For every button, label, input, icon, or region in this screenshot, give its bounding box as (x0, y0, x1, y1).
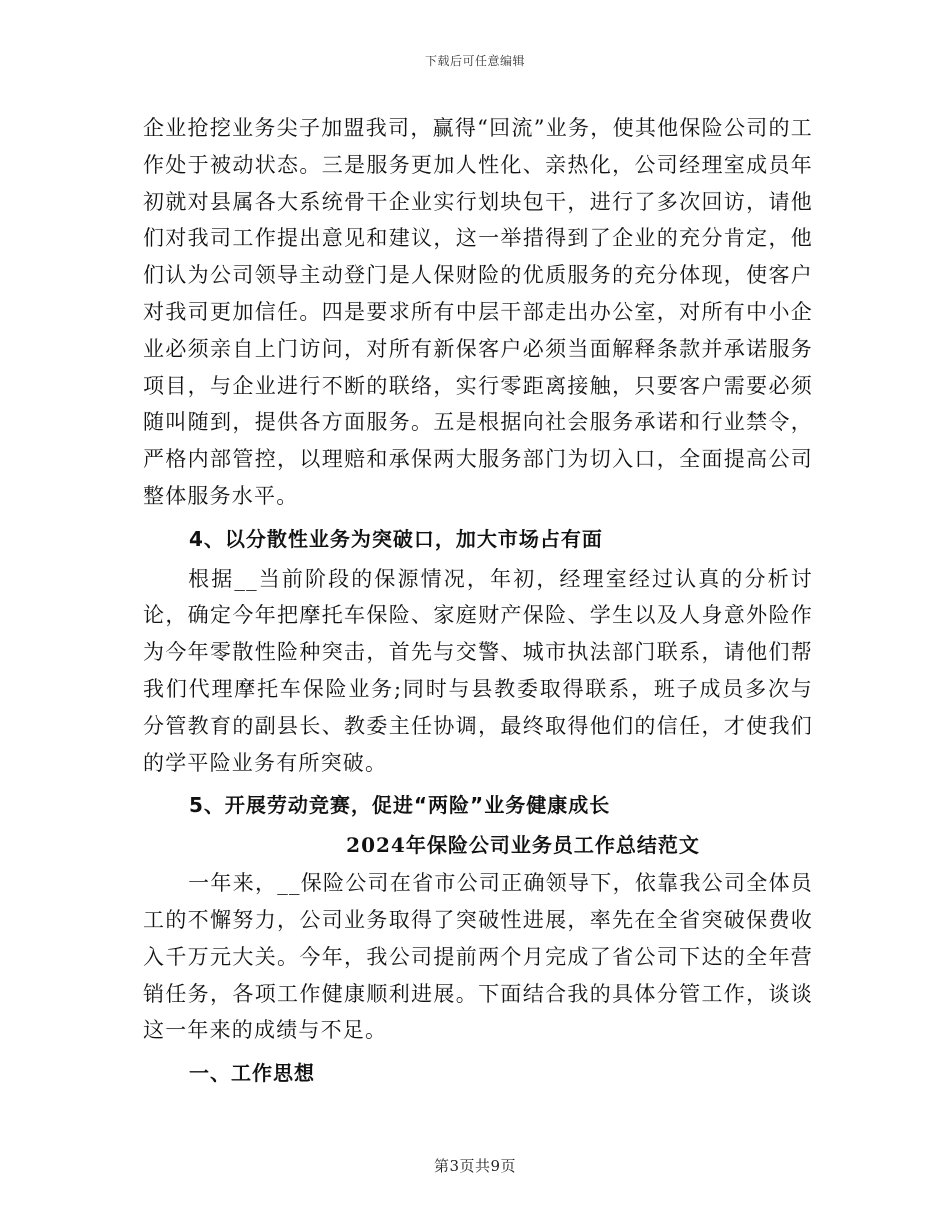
document-title: 2024年保险公司业务员工作总结范文 (346, 833, 700, 858)
heading-5: 5、开展劳动竞赛，促进“两险”业务健康成长 (189, 793, 611, 818)
paragraph-scattered-business: 根据__当前阶段的保源情况，年初，经理室经过认真的分析讨论，确定今年把摩托车保险、家庭财产保险、学生以及人身意外险作为今年零散性险种突击，首先与交警、城市执法部门联系，请他们帮我们代理摩托车保险业务;同时与县教委取得联系，班子成员多次与分管教育的副县长、教委主任协调，最终取得他们的信任，才使我们的学平险业务有所突破。 (143, 566, 813, 775)
page-number: 第3页共9页 (433, 1157, 517, 1175)
paragraph-service: 企业抢挖业务尖子加盟我司，赢得“回流”业务，使其他保险公司的工作处于被动状态。三是服务更加人性化、亲热化，公司经理室成员年初就对县属各大系统骨干企业实行划块包干，进行了多次回访，请他们对我司工作提出意见和建议，这一举措得到了企业的充分肯定，他们认为公司领导主动登门是人保财险的优质服务的充分体现，使客户对我司更加信任。四是要求所有中层干部走出办公室，对所有中小企业必须亲自上门访问，对所有新保客户必须当面解释条款并承诺服务项目，与企业进行不断的联络，实行零距离接触，只要客户需要必须随叫随到，提供各方面服务。五是根据向社会服务承诺和行业禁令，严格内部管控，以理赔和承保两大服务部门为切入口，全面提高公司整体服务水平。 (143, 116, 813, 508)
heading-4: 4、以分散性业务为突破口，加大市场占有面 (189, 526, 603, 551)
paragraph-intro: 一年来，__保险公司在省市公司正确领导下，依靠我公司全体员工的不懈努力，公司业务取得了突破性进展，率先在全省突破保费收入千万元大关。今年，我公司提前两个月完成了省公司下达的全年营销任务，各项工作健康顺利进展。下面结合我的具体分管工作，谈谈这一年来的成绩与不足。 (143, 871, 813, 1043)
page-header: 下载后可任意编辑 (424, 54, 525, 68)
document-body (143, 110, 813, 1095)
heading-work-thought: 一、工作思想 (189, 1061, 315, 1086)
